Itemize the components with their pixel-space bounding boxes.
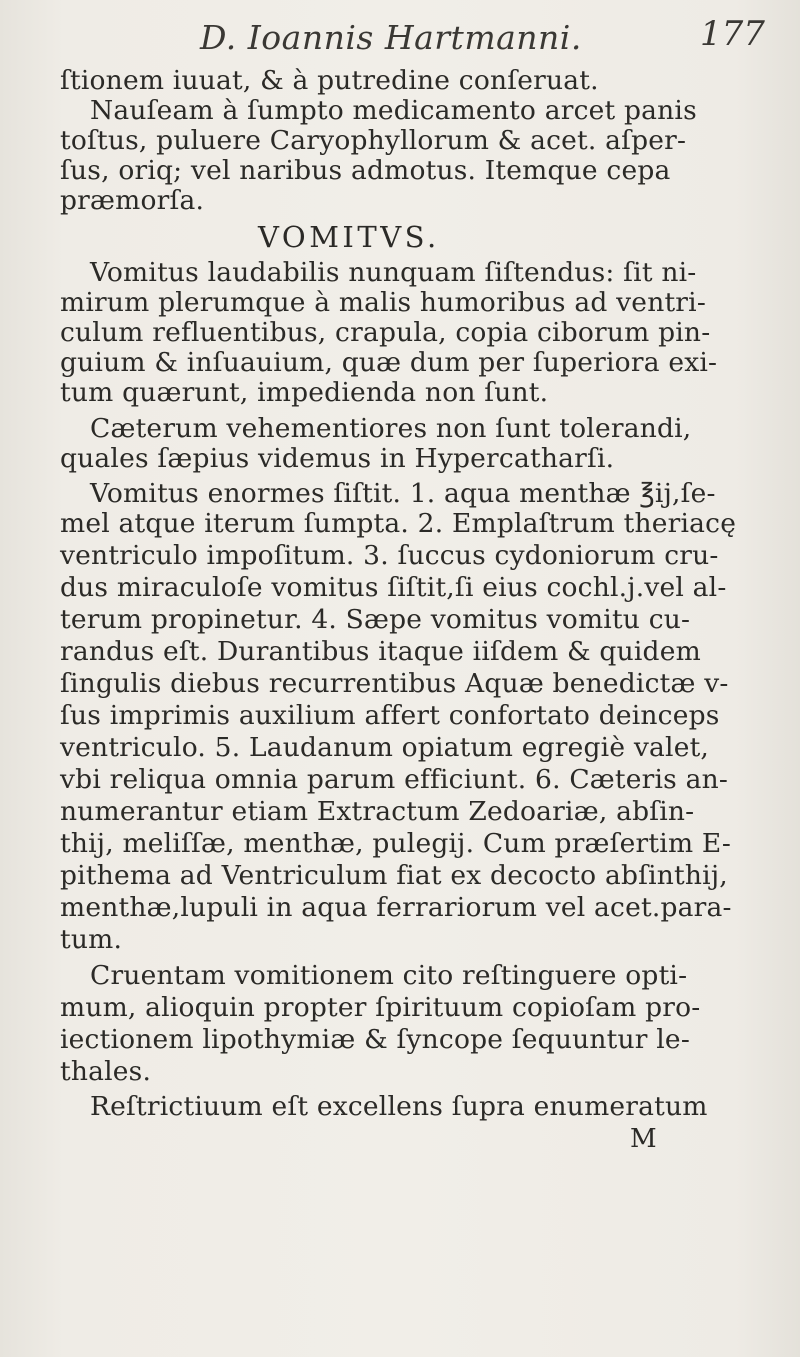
- page-header: [0, 10, 800, 60]
- text-line: dus miraculoſe vomitus ſiſtit,ſi eius cochl.j.vel al-: [60, 572, 727, 603]
- text-line: pithema ad Ventriculum fiat ex decocto abſinthij,: [60, 860, 728, 891]
- text-line: vbi reliqua omnia parum efficiunt. 6. Cæteris an-: [60, 764, 729, 795]
- text-line: ſingulis diebus recurrentibus Aquæ benedictæ v-: [60, 668, 729, 699]
- text-line: ventriculo. 5. Laudanum opiatum egregiè valet,: [60, 732, 710, 763]
- text-line: tum.: [60, 924, 123, 955]
- page-number: 177: [700, 14, 765, 54]
- text-line: guium & inſuauium, quæ dum per ſuperiora exi-: [60, 347, 718, 378]
- text-line: Vomitus laudabilis nunquam ſiſtendus: ſit ni-: [90, 257, 697, 288]
- text-line: ſus imprimis auxilium affert confortato deinceps: [60, 700, 720, 731]
- text-line: terum propinetur. 4. Sæpe vomitus vomitu cu-: [60, 604, 691, 635]
- text-line: mel atque iterum ſumpta. 2. Emplaſtrum theriacę: [60, 508, 737, 539]
- text-line: quales ſæpius videmus in Hypercatharſi.: [60, 443, 615, 474]
- text-line: menthæ,lupuli in aqua ferrariorum vel acet.para-: [60, 892, 732, 923]
- text-line: ventriculo impoſitum. 3. ſuccus cydoniorum cru-: [60, 540, 719, 571]
- text-line: ſtionem iuuat, & à putredine conſeruat.: [60, 65, 599, 96]
- text-line: Cæterum vehementiores non ſunt tolerandi,: [90, 413, 692, 444]
- text-line: ſus, oriq; vel naribus admotus. Itemque cepa: [60, 155, 671, 186]
- text-line: Reſtrictiuum eſt excellens ſupra enumeratum: [90, 1091, 708, 1122]
- text-line: thij, meliſſæ, menthæ, pulegij. Cum præſertim E-: [60, 828, 732, 859]
- text-line: mirum plerumque à malis humoribus ad ventri-: [60, 287, 707, 318]
- text-line: Vomitus enormes ſiſtit. 1. aqua menthæ ℥ij,ſe-: [90, 478, 716, 509]
- text-line: iectionem lipothymiæ & ſyncope ſequuntur le-: [60, 1024, 690, 1055]
- running-head: D. Ioannis Hartmanni.: [200, 18, 582, 57]
- text-line: thales.: [60, 1056, 152, 1087]
- text-line: toſtus, puluere Caryophyllorum & acet. aſper-: [60, 125, 687, 156]
- text-line: Nauſeam à ſumpto medicamento arcet panis: [90, 95, 697, 126]
- section-heading: VOMITVS.: [258, 220, 440, 254]
- text-line: præmorſa.: [60, 185, 205, 216]
- text-line: numerantur etiam Extractum Zedoariæ, abſin-: [60, 796, 695, 827]
- text-line: randus eſt. Durantibus itaque iiſdem & quidem: [60, 636, 701, 667]
- text-line: Cruentam vomitionem cito reſtinguere opti-: [90, 960, 688, 991]
- text-line: mum, alioquin propter ſpirituum copioſam pro-: [60, 992, 701, 1023]
- catchword: M: [630, 1124, 657, 1154]
- text-line: culum refluentibus, crapula, copia ciborum pin-: [60, 317, 711, 348]
- text-line: tum quærunt, impedienda non ſunt.: [60, 377, 549, 408]
